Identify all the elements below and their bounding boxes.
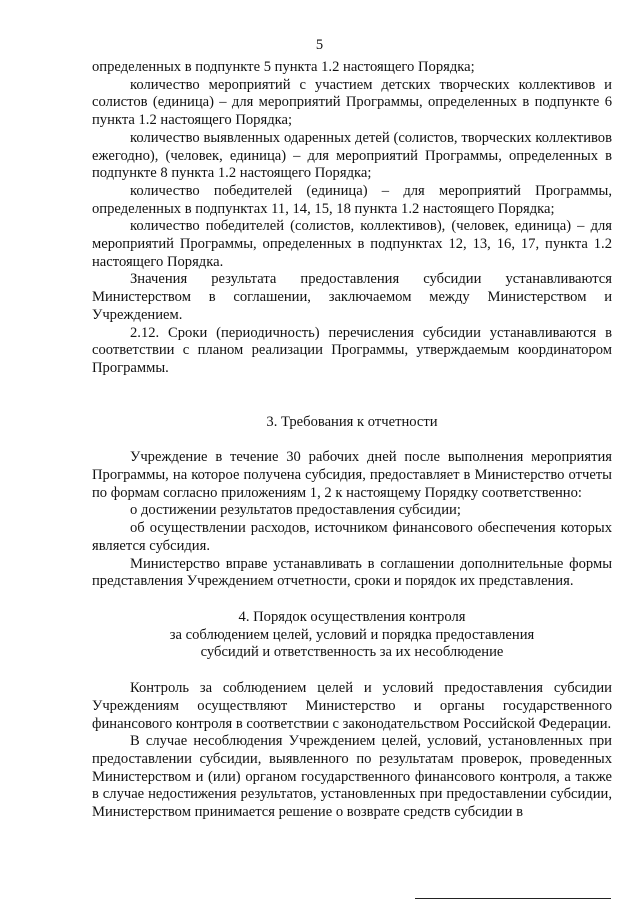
section-3-paragraph-reports: Учреждение в течение 30 рабочих дней после выполнения мероприятия Программы, на которое получена субсидия, предоставляет в Министерство отчеты по формам согласно приложениям 1, 2 к настоящему Порядку соответственно: <box>92 449 612 501</box>
section-4-paragraph-control: Контроль за соблюдением целей и условий предоставления субсидии Учреждениям осуществляют Министерство и органы государственного финансового контроля в соответствии с законодательством Российской Федерации. <box>92 680 612 732</box>
section-3-paragraph-results: о достижении результатов предоставления субсидии; <box>130 502 461 519</box>
paragraph-winners-count: количество победителей (единица) – для мероприятий Программы, определенных в подпунктах 11, 14, 15, 18 пункта 1.2 настоящего Порядка; <box>92 182 612 217</box>
section-4-title-line-2: за соблюдением целей, условий и порядка предоставления <box>169 626 535 643</box>
section-4-paragraph-violation: В случае несоблюдения Учреждением целей, условий, установленных при предоставлении субсидии, выявленного по результатам проверок, проведенных Министерством и (или) органом государственного финансового контроля, а также в случае недостижения результатов, установленных при предоставлении субсидии, Министерством принимается решение о возврате средств субсидии в <box>92 733 612 821</box>
paragraph-result-values: Значения результата предоставления субсидии устанавливаются Министерством в соглашении, заключаемом между Министерством и Учреждением. <box>92 271 612 323</box>
footer-rule <box>415 898 611 899</box>
paragraph-gifted-children: количество выявленных одаренных детей (солистов, творческих коллективов ежегодно), (человек, единица) – для мероприятий Программы, определенных в подпункте 8 пункта 1.2 настоящего Порядка; <box>92 129 612 182</box>
paragraph-continuation: определенных в подпункте 5 пункта 1.2 настоящего Порядка; <box>92 59 475 75</box>
page-number: 5 <box>315 37 324 53</box>
section-4-title-line-3: субсидий и ответственность за их несоблюдение <box>200 644 504 661</box>
section-4-title-line-1: 4. Порядок осуществления контроля <box>238 608 466 625</box>
spacer <box>92 378 612 414</box>
paragraph-transfer-terms: 2.12. Сроки (периодичность) перечисления субсидии устанавливаются в соответствии с планом реализации Программы, утверждаемым координатором Программы. <box>92 324 612 376</box>
spacer <box>92 591 612 609</box>
spacer <box>92 662 612 680</box>
paragraph-winners-soloists: количество победителей (солистов, коллективов), (человек, единица) – для мероприятий Программы, определенных в подпунктах 12, 13, 16, 17, пункта 1.2 настоящего Порядка. <box>92 218 612 270</box>
section-3-title: 3. Требования к отчетности <box>266 413 438 430</box>
spacer <box>92 431 612 449</box>
document-body <box>92 59 612 822</box>
paragraph-events-count: количество мероприятий с участием детских творческих коллективов и солистов (единица) – для мероприятий Программы, определенных в подпункте 6 пункта 1.2 настоящего Порядка; <box>92 76 612 129</box>
section-3-paragraph-additional-forms: Министерство вправе устанавливать в соглашении дополнительные формы представления Учреждением отчетности, сроки и порядок их представления. <box>92 555 612 590</box>
section-3-paragraph-expenses: об осуществлении расходов, источником финансового обеспечения которых является субсидия. <box>92 520 612 554</box>
